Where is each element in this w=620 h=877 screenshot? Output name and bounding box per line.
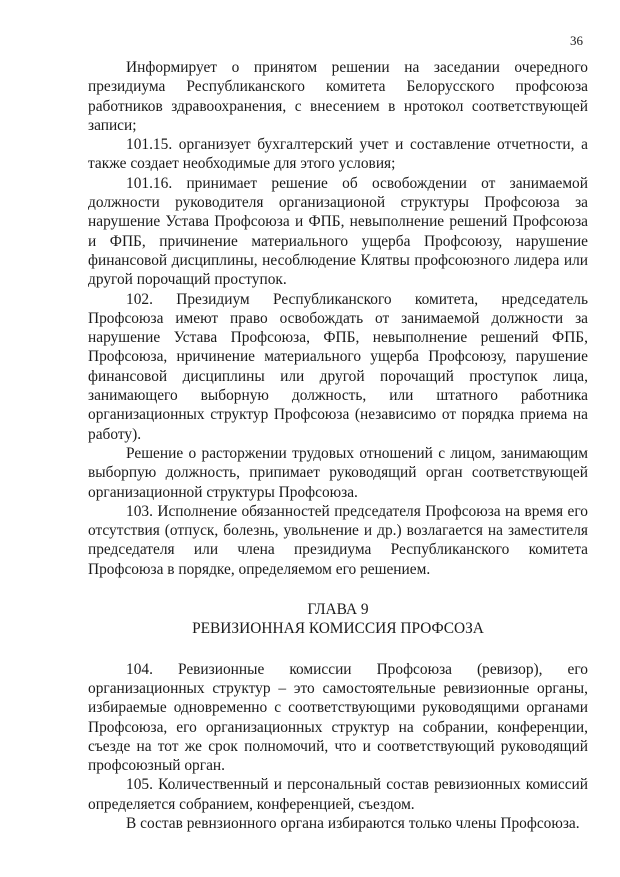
- paragraph-termination-decision: Решение о расторжении трудовых отношений с лицом, занимающим выборпую должность, припимает руководящий орган соответствующей организационной структуры Профсоюза.: [88, 444, 588, 501]
- document-body: [88, 58, 588, 833]
- paragraph-audit-membership: В состав ревнзионного органа избираются только члены Профсоюза.: [126, 814, 580, 832]
- paragraph-105: 105. Количественный и персональный состав ревизионных комиссий определяется собранием, конференцией, съездом.: [88, 776, 588, 813]
- paragraph-informs-decision: Информирует о принятом решении на заседании очередного президиума Республиканского комитета Белорусского профсоюза работников здравоохранения, с внесением в нротокол соответствующей записи;: [88, 59, 588, 134]
- chapter-heading: [88, 600, 588, 639]
- paragraph-102: 102. Президиум Республиканского комитета, нредседатель Профсоюза имеют право освобождать от занимаемой должности за нарушение Устава Профсоюза, ФПБ, невыполнение решений ФПБ, Профсоюза, нричинение материального ущерба Профсоюзу, парушение финансовой дисциплины или другой порочащий проступок лица, занимающего выборную должность, или штатного работника организационных структур Профсоюза (независимо от порядка приема на работу).: [88, 290, 588, 443]
- chapter-title: РЕВИЗИОННАЯ КОМИССИЯ ПРОФСОЗА: [192, 620, 484, 638]
- paragraph-104: 104. Ревизионные комиссии Профсоюза (ревизор), его организационных структур – это самостоятельные ревизионные органы, избираемые одновременно с соответствующими руководящими органами Профсоюза, его организационных структур на собрании, конференции, съезде на тот же срок полномочий, что и соответствующий руководящий профсоюзный орган.: [88, 660, 588, 775]
- paragraph-103: 103. Исполнение обязанностей председателя Профсоюза на время его отсутствия (отпуск, болезнь, увольнение и др.) возлагается на заместителя председателя или члена президиума Республиканского комитета Профсоюза в порядке, определяемом его решением.: [88, 502, 588, 578]
- chapter-number: ГЛАВА 9: [307, 601, 369, 619]
- page-number: 36: [570, 33, 583, 48]
- paragraph-101-15: 101.15. организует бухгалтерский учет и составление отчетности, а также создает необходимые для этого условия;: [88, 136, 588, 173]
- paragraph-101-16: 101.16. принимает решение об освобождении от занимаемой должности руководителя организационой структуры Профсоюза за нарушение Устава Профсоюза и ФПБ, невыполнение решений Профсоюза и ФПБ, причинение материального ущерба Профсоюзу, нарушение финансовой дисциплины, несоблюдение Клятвы профсоюзного лидера или другой порочащий проступок.: [88, 174, 588, 289]
